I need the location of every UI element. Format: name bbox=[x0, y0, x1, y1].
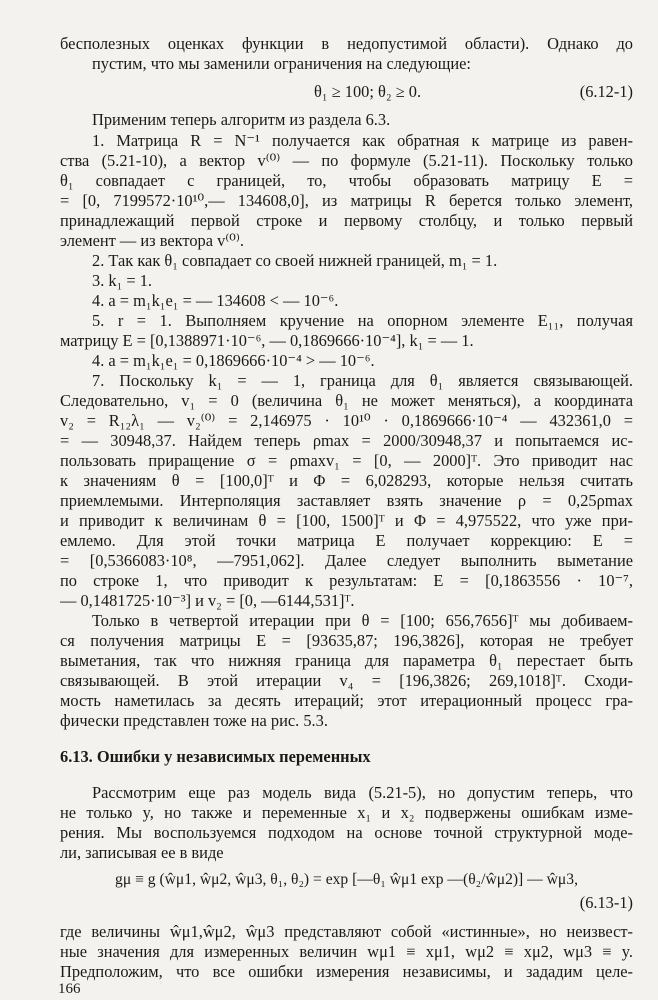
text-line: связывающей. В этой итерации v₄ = [196,3826; 269,1018]ᵀ. Сходи- bbox=[60, 671, 633, 690]
text-line: пользовать приращение σ = ρmaxv₁ = [0, — 2000]ᵀ. Это приводит нас bbox=[60, 451, 633, 470]
text-line: фически представлен тоже на рис. 5.3. bbox=[60, 711, 328, 730]
equation-number: (6.13-1) bbox=[579, 893, 633, 912]
text-line: 4. a = m₁k₁e₁ = — 134608 < — 10⁻⁶. bbox=[92, 291, 339, 310]
equation-6-12-1 bbox=[60, 82, 633, 104]
text-line: 2. Так как θ₁ совпадает со своей нижней границей, m₁ = 1. bbox=[92, 251, 498, 270]
text-line: к значениям θ = [100,0]ᵀ и Φ = 6,028293, которые нельзя считать bbox=[60, 471, 633, 490]
text-line: Только в четвертой итерации при θ = [100; 656,7656]ᵀ мы добиваем- bbox=[92, 611, 633, 630]
text-line: ства (5.21-10), а вектор v⁽⁰⁾ — по формуле (5.21-11). Поскольку только bbox=[60, 151, 633, 170]
text-line: 4. a = m₁k₁e₁ = 0,1869666·10⁻⁴ > — 10⁻⁶. bbox=[92, 351, 375, 370]
text-line: принадлежащий первой строке и первому столбцу, и только первый bbox=[60, 211, 633, 230]
text-line: = [0, 7199572·10¹⁰,— 134608,0], из матрицы R берется только элемент, bbox=[60, 191, 633, 210]
page-number: 166 bbox=[58, 981, 81, 997]
text-line: Следовательно, v₁ = 0 (величина θ₁ не может меняться), а координата bbox=[60, 391, 633, 410]
text-line: и приводит к величинам θ = [100, 1500]ᵀ и Φ = 4,975522, что уже при- bbox=[60, 511, 633, 530]
text-line: — 0,1481725·10⁻³] и v₂ = [0, —6144,531]ᵀ. bbox=[60, 591, 355, 610]
equation-number-row bbox=[60, 893, 633, 915]
text-line: = — 30948,37. Найдем теперь ρmax = 2000/30948,37 и попытаемся ис- bbox=[60, 431, 633, 450]
text-line: θ₁ совпадает с границей, то, чтобы образовать матрицу E = bbox=[60, 171, 633, 190]
text-line: v₂ = R₁₂λ₁ — v₂⁽⁰⁾ = 2,146975 · 10¹⁰ · 0,1869666·10⁻⁴ — 432361,0 = bbox=[60, 411, 633, 430]
text-line: где величины ŵμ1,ŵμ2, ŵμ3 представляют собой «истинные», но неизвест- bbox=[60, 922, 633, 941]
text-line: 7. Поскольку k₁ = — 1, граница для θ₁ является связывающей. bbox=[92, 371, 633, 390]
text-line: бесполезных оценках функции в недопустимой области). Однако до bbox=[60, 34, 633, 53]
text-line: = [0,5366083·10⁸, —7951,062]. Далее следует выполнить выметание bbox=[60, 551, 633, 570]
text-line: выметания, так что нижняя граница для параметра θ₁ перестает быть bbox=[60, 651, 633, 670]
equation-text: θ₁ ≥ 100; θ₂ ≥ 0. bbox=[314, 82, 422, 101]
text-line: рения. Мы воспользуемся подходом на основе точной структурной моде- bbox=[60, 823, 633, 842]
text-line: мость наметилась за десять итераций; этот итерационный процесс гра- bbox=[60, 691, 633, 710]
text-line: ные значения для измеренных величин wμ1 ≡ xμ1, wμ2 ≡ xμ2, wμ3 ≡ y. bbox=[60, 942, 633, 961]
equation-6-13-1: gμ ≡ g (ŵμ1, ŵμ2, ŵμ3, θ₁, θ₂) = exp [—θ₁ ŵμ1 exp —(θ₂/ŵμ2)] — ŵμ3, bbox=[115, 871, 578, 888]
text-line: не только y, но также и переменные x₁ и x₂ подвержены ошибкам изме- bbox=[60, 803, 633, 822]
text-line: приемлемыми. Интерполяция заставляет взять значение ρ = 0,25ρmax bbox=[60, 491, 633, 510]
text-line: матрицу E = [0,1388971·10⁻⁶, — 0,1869666·10⁻⁴], k₁ = — 1. bbox=[60, 331, 474, 350]
text-line: по строке 1, что приводит к результатам: E = [0,1863556 · 10⁻⁷, bbox=[60, 571, 633, 590]
text-line: Рассмотрим еще раз модель вида (5.21-5), но допустим теперь, что bbox=[92, 783, 633, 802]
text-line: 3. k₁ = 1. bbox=[92, 271, 153, 290]
text-line: 1. Матрица R = N⁻¹ получается как обратная к матрице из равен- bbox=[92, 131, 633, 150]
text-line: Предположим, что все ошибки измерения независимы, и зададим целе- bbox=[60, 962, 633, 981]
equation-number: (6.12-1) bbox=[579, 82, 633, 101]
text-line: элемент — из вектора v⁽⁰⁾. bbox=[60, 231, 244, 250]
text-line: емлемо. Для этой точки матрица E получает коррекцию: E = bbox=[60, 531, 633, 550]
text-line: ли, записывая ее в виде bbox=[60, 843, 224, 862]
section-heading: 6.13. Ошибки у независимых переменных bbox=[60, 747, 371, 766]
text-line: пустим, что мы заменили ограничения на следующие: bbox=[92, 54, 471, 73]
text-line: 5. r = 1. Выполняем кручение на опорном элементе E₁₁, получая bbox=[92, 311, 633, 330]
text-line: Применим теперь алгоритм из раздела 6.3. bbox=[92, 110, 391, 129]
text-line: ся получения матрицы E = [93635,87; 196,3826], которая не требует bbox=[60, 631, 633, 650]
